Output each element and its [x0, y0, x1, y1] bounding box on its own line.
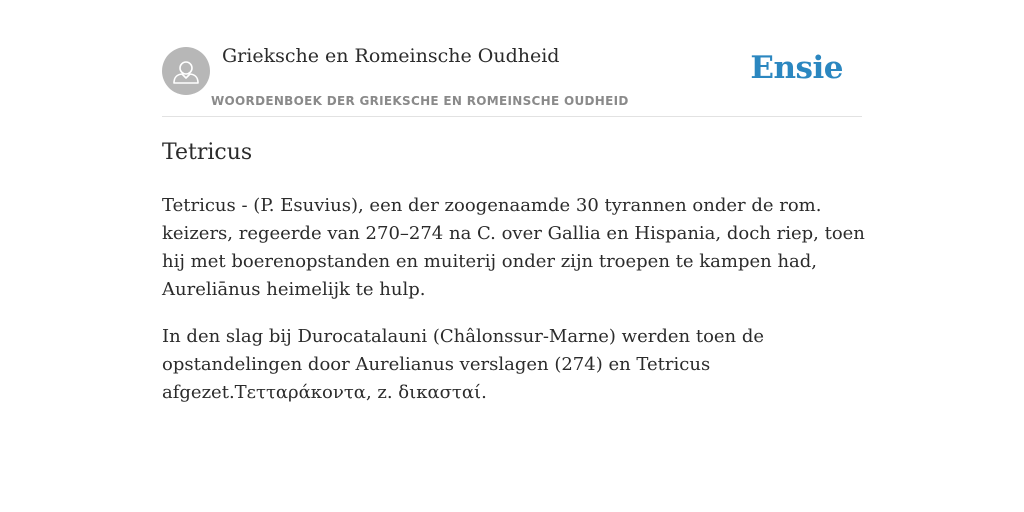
- entry-body: [162, 192, 866, 426]
- entry-title: Tetricus: [162, 140, 253, 165]
- source-subtitle: WOORDENBOEK DER GRIEKSCHE EN ROMEINSCHE OUDHEID: [211, 94, 629, 108]
- source-header: [162, 44, 862, 117]
- ensie-logo[interactable]: Ensie: [750, 50, 843, 86]
- user-icon: [162, 47, 210, 95]
- entry-paragraph: Tetricus - (P. Esuvius), een der zoogenaamde 30 tyrannen onder de rom. keizers, regeerde van 270–274 na C. over Gallia en Hispania, doch riep, toen hij met boerenopstanden en muiterij onder zijn troepen te kampen had, Aureliānus heimelijk te hulp.: [162, 195, 865, 300]
- source-avatar[interactable]: [162, 47, 210, 95]
- source-title[interactable]: Grieksche en Romeinsche Oudheid: [222, 45, 560, 67]
- entry-paragraph: In den slag bij Durocatalauni (Châlonssur-Marne) werden toen de opstandelingen door Aurelianus verslagen (274) en Tetricus afgezet.Τετταράκοντα, z. δικασταί.: [162, 326, 765, 403]
